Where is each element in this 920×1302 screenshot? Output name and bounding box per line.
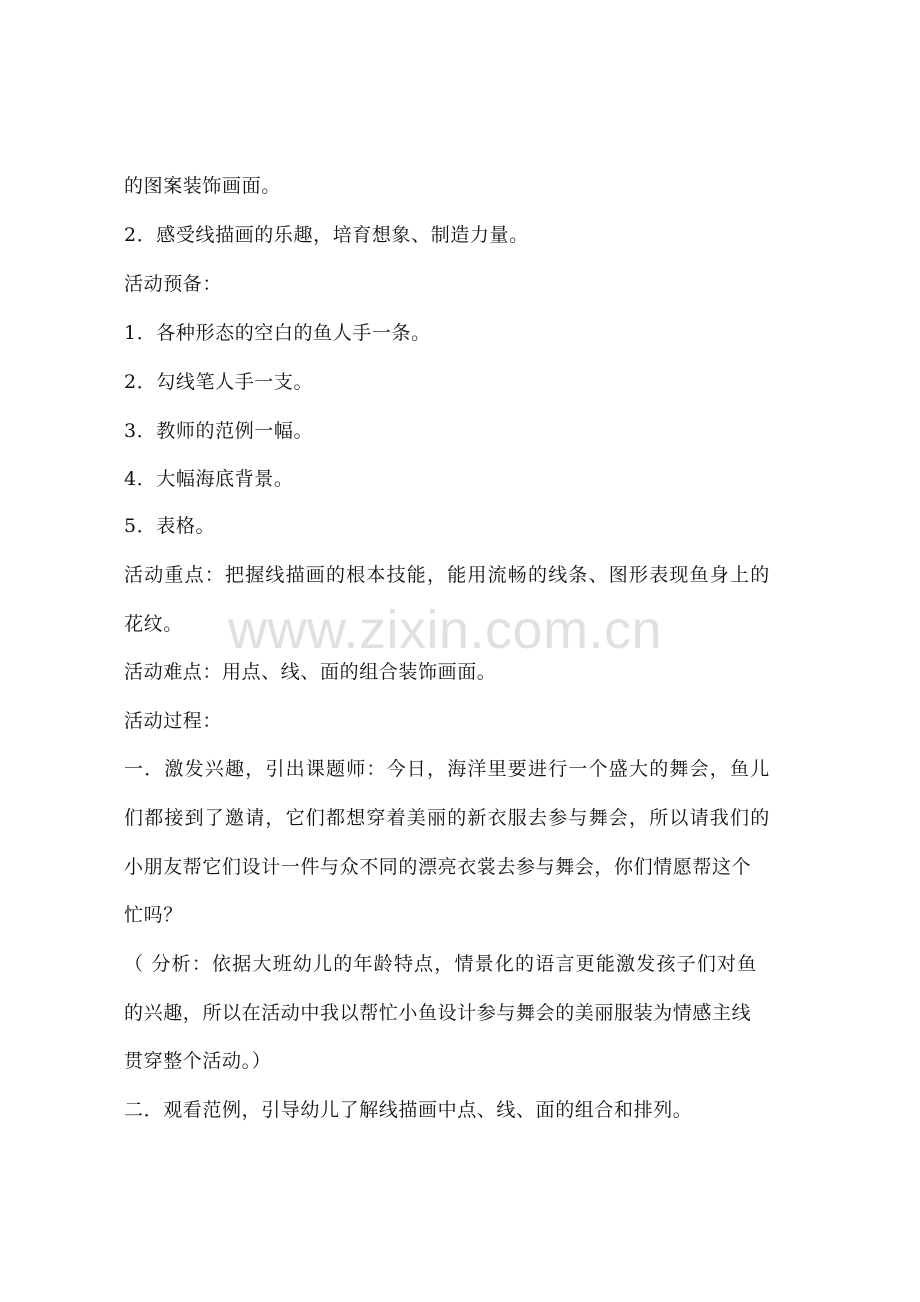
text-line-10: 花纹。 [124,613,183,635]
text-line-2: 2．感受线描画的乐趣，培育想象、制造力量。 [124,224,529,246]
text-line-13: 一．激发兴趣，引出课题师：今日，海洋里要进行一个盛大的舞会，鱼儿 [124,758,771,780]
text-line-8: 5．表格。 [124,515,216,537]
text-line-11: 活动难点：用点、线、面的组合装饰画面。 [124,661,497,683]
text-line-17: （ 分析：依据大班幼儿的年龄特点，情景化的语言更能激发孩子们对鱼 [124,953,758,975]
text-line-12: 活动过程： [124,710,223,732]
text-line-19: 贯穿整个活动。） [124,1050,272,1072]
text-line-1: 的图案装饰画面。 [124,175,281,197]
text-line-4: 1．各种形态的空白的鱼人手一条。 [124,322,431,344]
text-line-14: 们都接到了邀请，它们都想穿着美丽的新衣服去参与舞会，所以请我们的 [124,807,771,829]
text-line-3: 活动预备： [124,273,223,295]
watermark: www.zixin.com.cn [228,600,663,660]
text-line-15: 小朋友帮它们设计一件与众不同的漂亮衣裳去参与舞会，你们情愿帮这个 [124,856,752,878]
text-line-20: 二．观看范例，引导幼儿了解线描画中点、线、面的组合和排列。 [124,1099,693,1121]
text-line-16: 忙吗？ [124,904,183,926]
text-line-6: 3．教师的范例一幅。 [124,420,314,442]
text-line-7: 4．大幅海底背景。 [124,468,294,490]
text-line-9: 活动重点：把握线描画的根本技能，能用流畅的线条、图形表现鱼身上的 [124,564,771,586]
text-line-5: 2．勾线笔人手一支。 [124,371,314,393]
text-line-18: 的兴趣，所以在活动中我以帮忙小鱼设计参与舞会的美丽服装为情感主线 [124,1002,752,1024]
